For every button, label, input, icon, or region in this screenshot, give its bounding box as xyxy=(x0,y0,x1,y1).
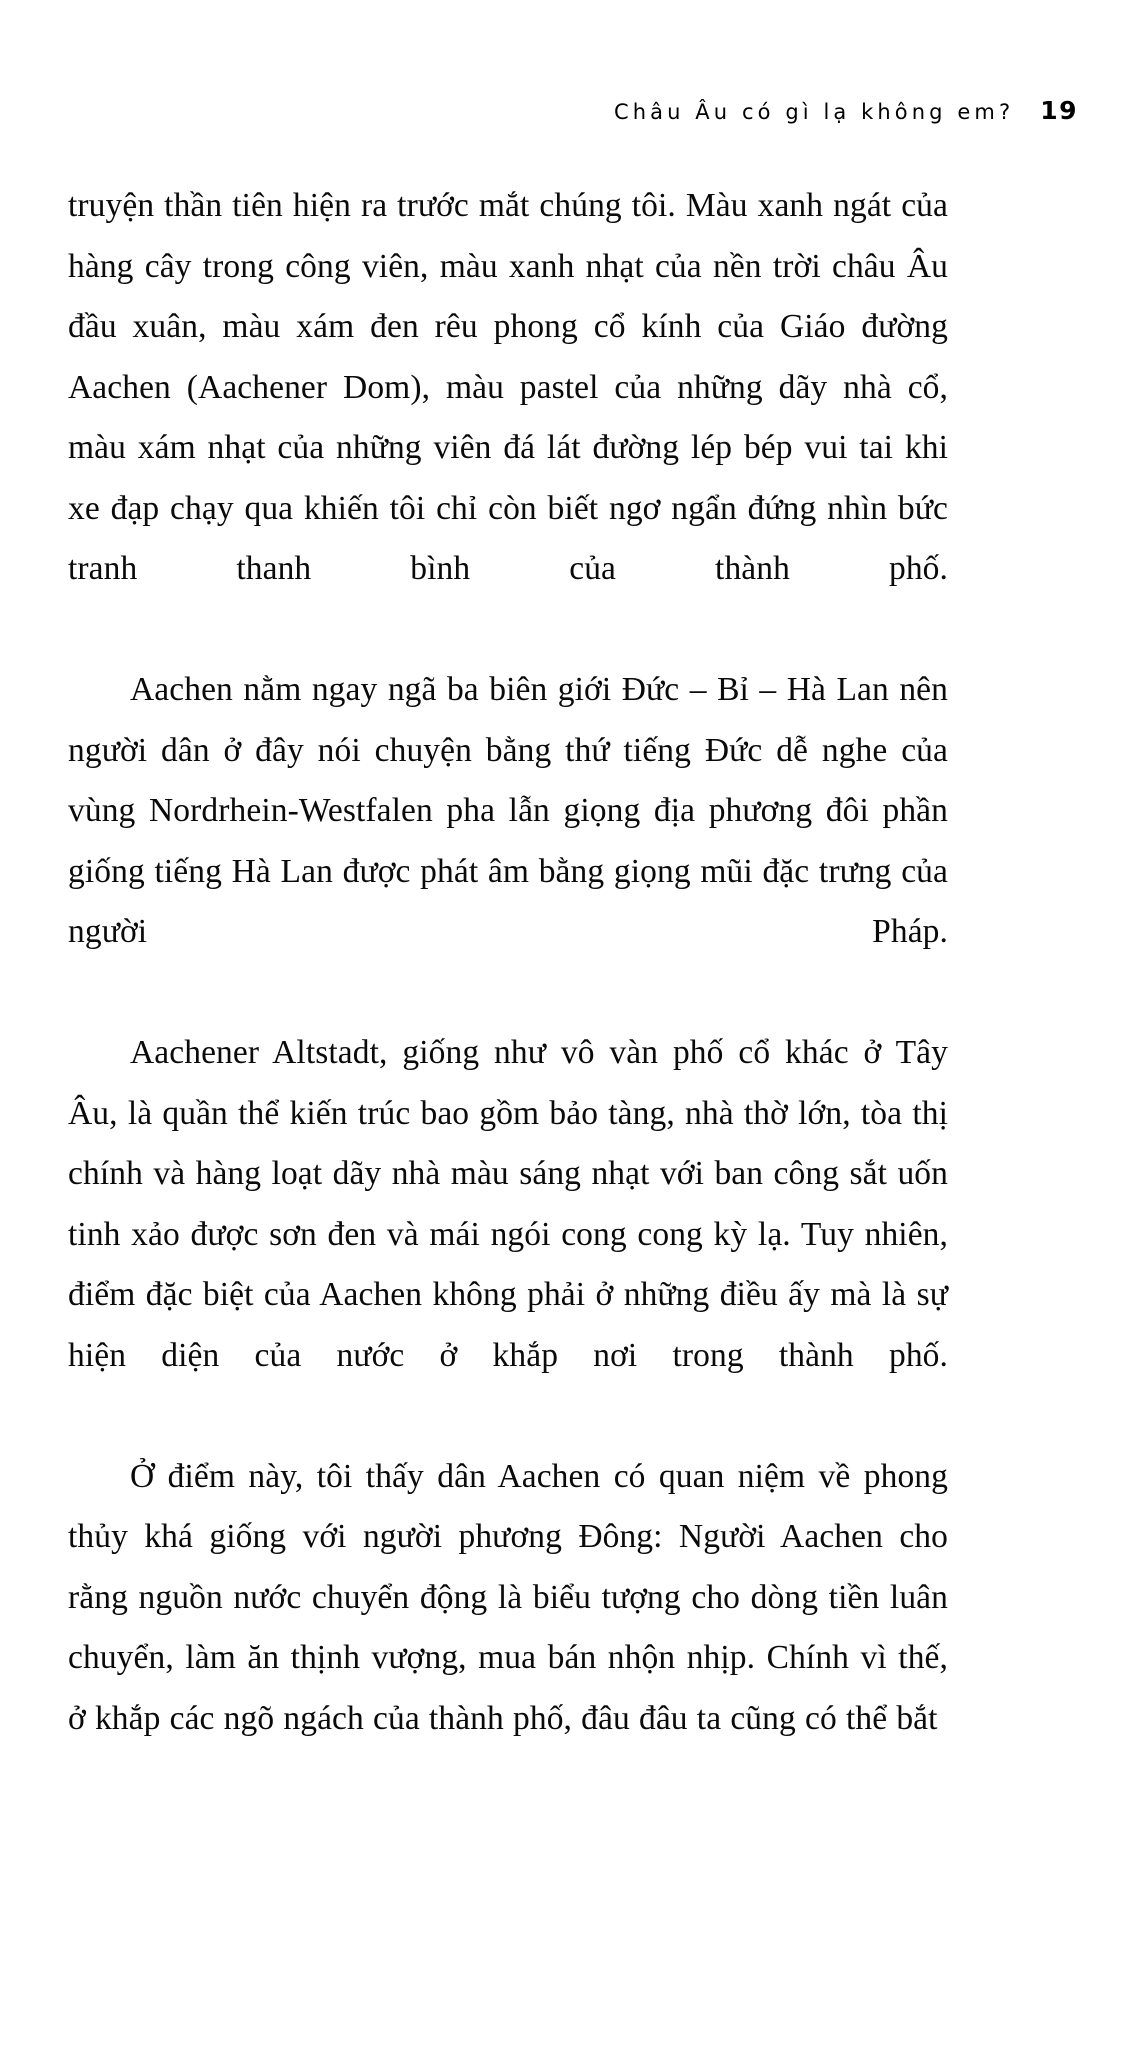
running-header-title: Châu Âu có gì lạ không em? xyxy=(613,100,1015,124)
running-header xyxy=(60,96,1078,136)
page-number: 19 xyxy=(1040,96,1078,125)
body-text-block xyxy=(68,176,948,1749)
paragraph-1: truyện thần tiên hiện ra trước mắt chúng tôi. Màu xanh ngát của hàng cây trong công viên, màu xanh nhạt của nền trời châu Âu đầu xuân, màu xám đen rêu phong cổ kính của Giáo đường Aachen (Aachener Dom), màu pastel của những dãy nhà cổ, màu xám nhạt của những viên đá lát đường lép bép vui tai khi xe đạp chạy qua khiến tôi chỉ còn biết ngơ ngẩn đứng nhìn bức tranh thanh bình của thành phố. xyxy=(68,187,948,587)
paragraph-4: Ở điểm này, tôi thấy dân Aachen có quan niệm về phong thủy khá giống với người phương Đông: Người Aachen cho rằng nguồn nước chuyển động là biểu tượng cho dòng tiền luân chuyển, làm ăn thịnh vượng, mua bán nhộn nhịp. Chính vì thế, ở khắp các ngõ ngách của thành phố, đâu đâu ta cũng có thể bắt xyxy=(68,1457,948,1737)
paragraph-2: Aachen nằm ngay ngã ba biên giới Đức – Bỉ – Hà Lan nên người dân ở đây nói chuyện bằng thứ tiếng Đức dễ nghe của vùng Nordrhein-Westfalen pha lẫn giọng địa phương đôi phần giống tiếng Hà Lan được phát âm bằng giọng mũi đặc trưng của người Pháp. xyxy=(68,671,948,950)
paragraph-3: Aachener Altstadt, giống như vô vàn phố cổ khác ở Tây Âu, là quần thể kiến trúc bao gồm bảo tàng, nhà thờ lớn, tòa thị chính và hàng loạt dãy nhà màu sáng nhạt với ban công sắt uốn tinh xảo được sơn đen và mái ngói cong cong kỳ lạ. Tuy nhiên, điểm đặc biệt của Aachen không phải ở những điều ấy mà là sự hiện diện của nước ở khắp nơi trong thành phố. xyxy=(68,1034,948,1374)
